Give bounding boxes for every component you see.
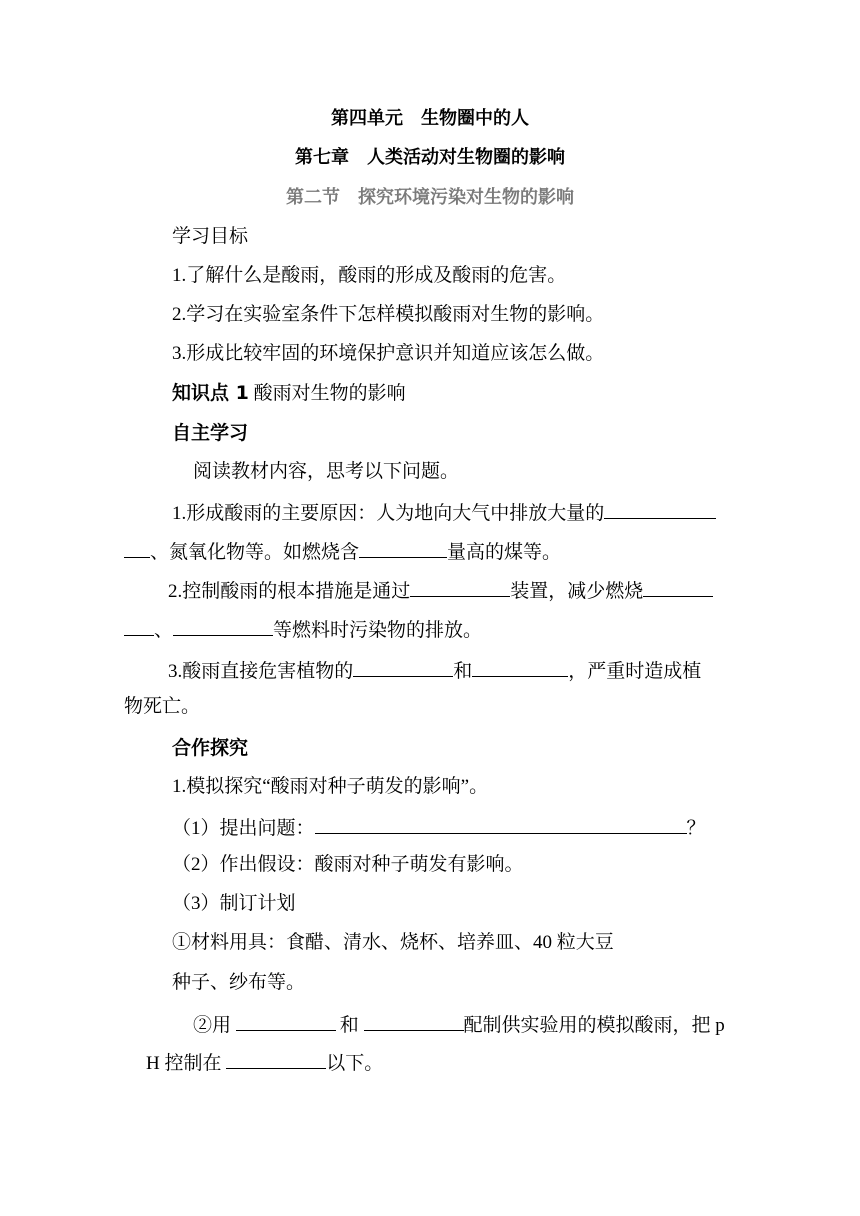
objective-item: 3.形成比较牢固的环境保护意识并知道应该怎么做。 (172, 343, 605, 364)
question-2-text: 2.控制酸雨的根本措施是通过 (168, 581, 411, 602)
materials-line-2: 种子、纱布等。 (172, 972, 306, 993)
question-2-text: 装置，减少燃烧 (510, 581, 644, 602)
knowledge-point-label: 知识点 1 (172, 382, 249, 404)
knowledge-point (172, 380, 406, 407)
question-2-line-1 (168, 576, 713, 605)
step-b-line-1 (193, 1010, 725, 1039)
answer-blank[interactable] (173, 615, 273, 636)
knowledge-point-text: 酸雨对生物的影响 (253, 383, 406, 404)
step-1-line (172, 813, 706, 842)
question-3-text: 3.酸雨直接危害植物的 (168, 661, 354, 682)
question-1-line-2 (124, 537, 561, 566)
step-1-end: ？ (686, 818, 706, 839)
chapter-title: 第七章 人类活动对生物圈的影响 (295, 147, 565, 168)
step-2-line: （2）作出假设：酸雨对种子萌发有影响。 (172, 854, 524, 875)
answer-blank[interactable] (410, 576, 510, 597)
unit-title: 第四单元 生物圈中的人 (331, 108, 529, 129)
materials-line-1: ①材料用具：食醋、清水、烧杯、培养皿、40 粒大豆 (172, 932, 614, 953)
step-b-text: 以下。 (326, 1053, 384, 1074)
question-2-text: 等燃料时污染物的排放。 (273, 620, 483, 641)
question-2-line-2 (124, 615, 482, 644)
objective-item: 1.了解什么是酸雨，酸雨的形成及酸雨的危害。 (172, 265, 567, 286)
answer-blank[interactable] (124, 615, 154, 636)
answer-blank[interactable] (643, 576, 713, 597)
question-2-text: 、 (154, 620, 174, 641)
cooperation-item-1: 1.模拟探究“酸雨对种子萌发的影响”。 (172, 776, 489, 797)
question-1-text: 1.形成酸雨的主要原因：人为地向大气中排放大量的 (172, 503, 605, 524)
step-b-line-2 (146, 1048, 383, 1077)
answer-blank[interactable] (604, 498, 716, 519)
objectives-heading: 学习目标 (172, 226, 249, 247)
question-3-text: ，严重时造成植 (568, 661, 702, 682)
answer-blank[interactable] (364, 1010, 464, 1031)
self-study-intro: 阅读教材内容，思考以下问题。 (193, 461, 460, 482)
question-3-line-1 (168, 656, 701, 685)
answer-blank[interactable] (353, 656, 453, 677)
question-3-line-2: 物死亡。 (124, 696, 201, 717)
step-b-text: 配制供实验用的模拟酸雨，把 p (463, 1015, 725, 1036)
question-3-text: 和 (453, 661, 473, 682)
objective-item: 2.学习在实验室条件下怎样模拟酸雨对生物的影响。 (172, 304, 605, 325)
answer-blank[interactable] (226, 1048, 326, 1069)
section-title: 第二节 探究环境污染对生物的影响 (286, 187, 574, 208)
step-b-text: ②用 (193, 1015, 236, 1036)
answer-blank[interactable] (472, 656, 568, 677)
step-b-text: 和 (339, 1015, 364, 1036)
question-1-line-1 (172, 498, 716, 527)
step-3-line: （3）制订计划 (172, 893, 296, 914)
self-study-heading: 自主学习 (172, 422, 249, 444)
answer-blank[interactable] (359, 537, 447, 558)
answer-blank[interactable] (124, 537, 150, 558)
step-1-label: （1）提出问题： (172, 818, 315, 839)
question-1-text: 、氮氧化物等。如燃烧含 (150, 542, 360, 563)
cooperation-heading: 合作探究 (172, 737, 249, 759)
question-1-text: 量高的煤等。 (447, 542, 562, 563)
answer-blank[interactable] (315, 813, 687, 834)
step-b-text: H 控制在 (146, 1053, 227, 1074)
answer-blank[interactable] (236, 1010, 336, 1031)
